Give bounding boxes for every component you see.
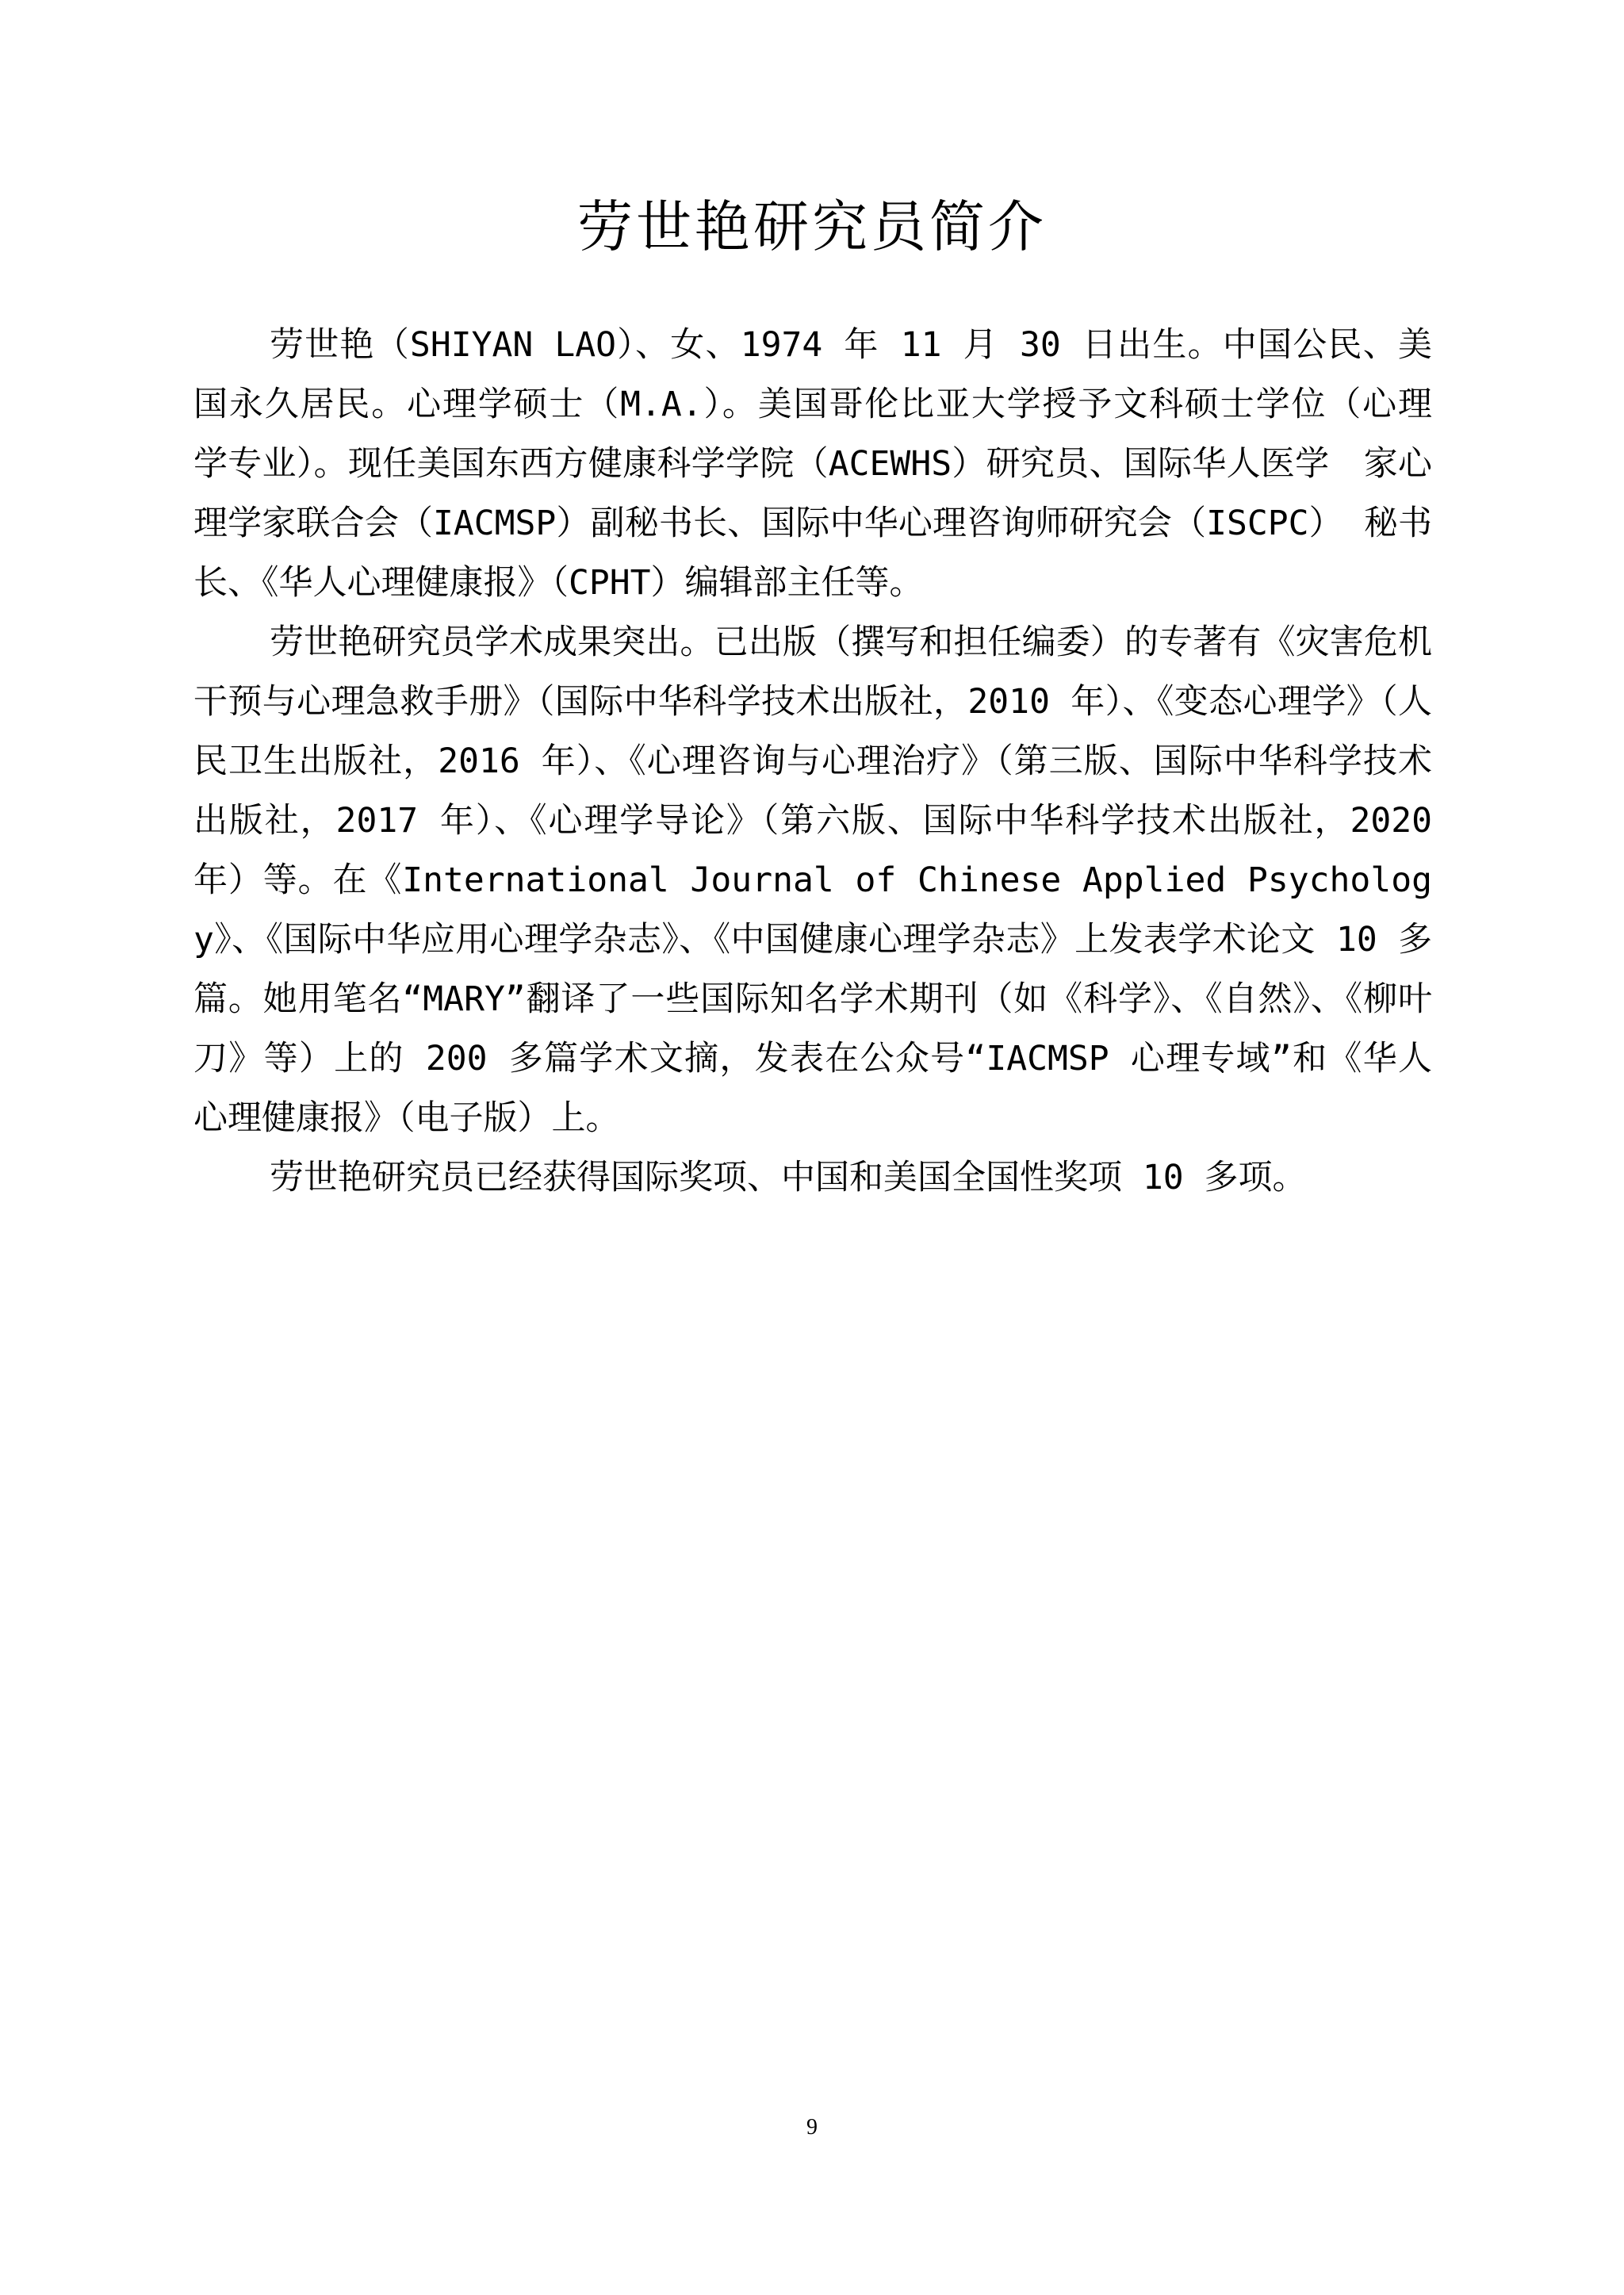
page-number: 9: [806, 2115, 818, 2140]
paragraph-awards: 劳世艳研究员已经获得国际奖项、中国和美国全国性奖项 10 多项。: [270, 1158, 1307, 1197]
paragraph-personal-info: 劳世艳（SHIYAN LAO）、女、1974 年 11 月 30 日出生。中国公民、美国永久居民。心理学硕士（M.A.）。美国哥伦比亚大学授予文科硕士学位（心理 学专业）。现任美国东西方健康科学学院（ACEWHS）研究员、国际华人医学 家心理学家联合会（IACMSP）副秘书长、国际中华心理咨询师研究会（ISCPC） 秘书长、《华人心理健康报》（CPHT）编辑部主任等。: [193, 325, 1466, 603]
paragraph-publications: 劳世艳研究员学术成果突出。已出版（撰写和担任编委）的专著有《灾害危机干预与心理急救手册》（国际中华科学技术出版社，2010 年）、《变态心理学》（人民卫生出版社，2016 年）、《心理咨询与心理治疗》（第三版、国际中华科学技术出版社，2017 年）、《心理学导论》（第六版、国际中华科学技术出版社，2020 年）等。在《International Journal of Chinese Applied Psychology》、《国际中华应用心理学杂志》、《中国健康心理学杂志》上发表学术论文 10 多 篇。她用笔名“MARY”翻译了一些国际知名学术期刊（如《科学》、《自然》、《柳叶刀》等）上的 200 多篇学术文摘，发表在公众号“IACMSP 心理专域”和《华人心理健康报》（电子版）上。: [193, 623, 1432, 1138]
page-title: 劳世艳研究员简介: [577, 194, 1047, 259]
body-text: [193, 316, 1466, 1208]
